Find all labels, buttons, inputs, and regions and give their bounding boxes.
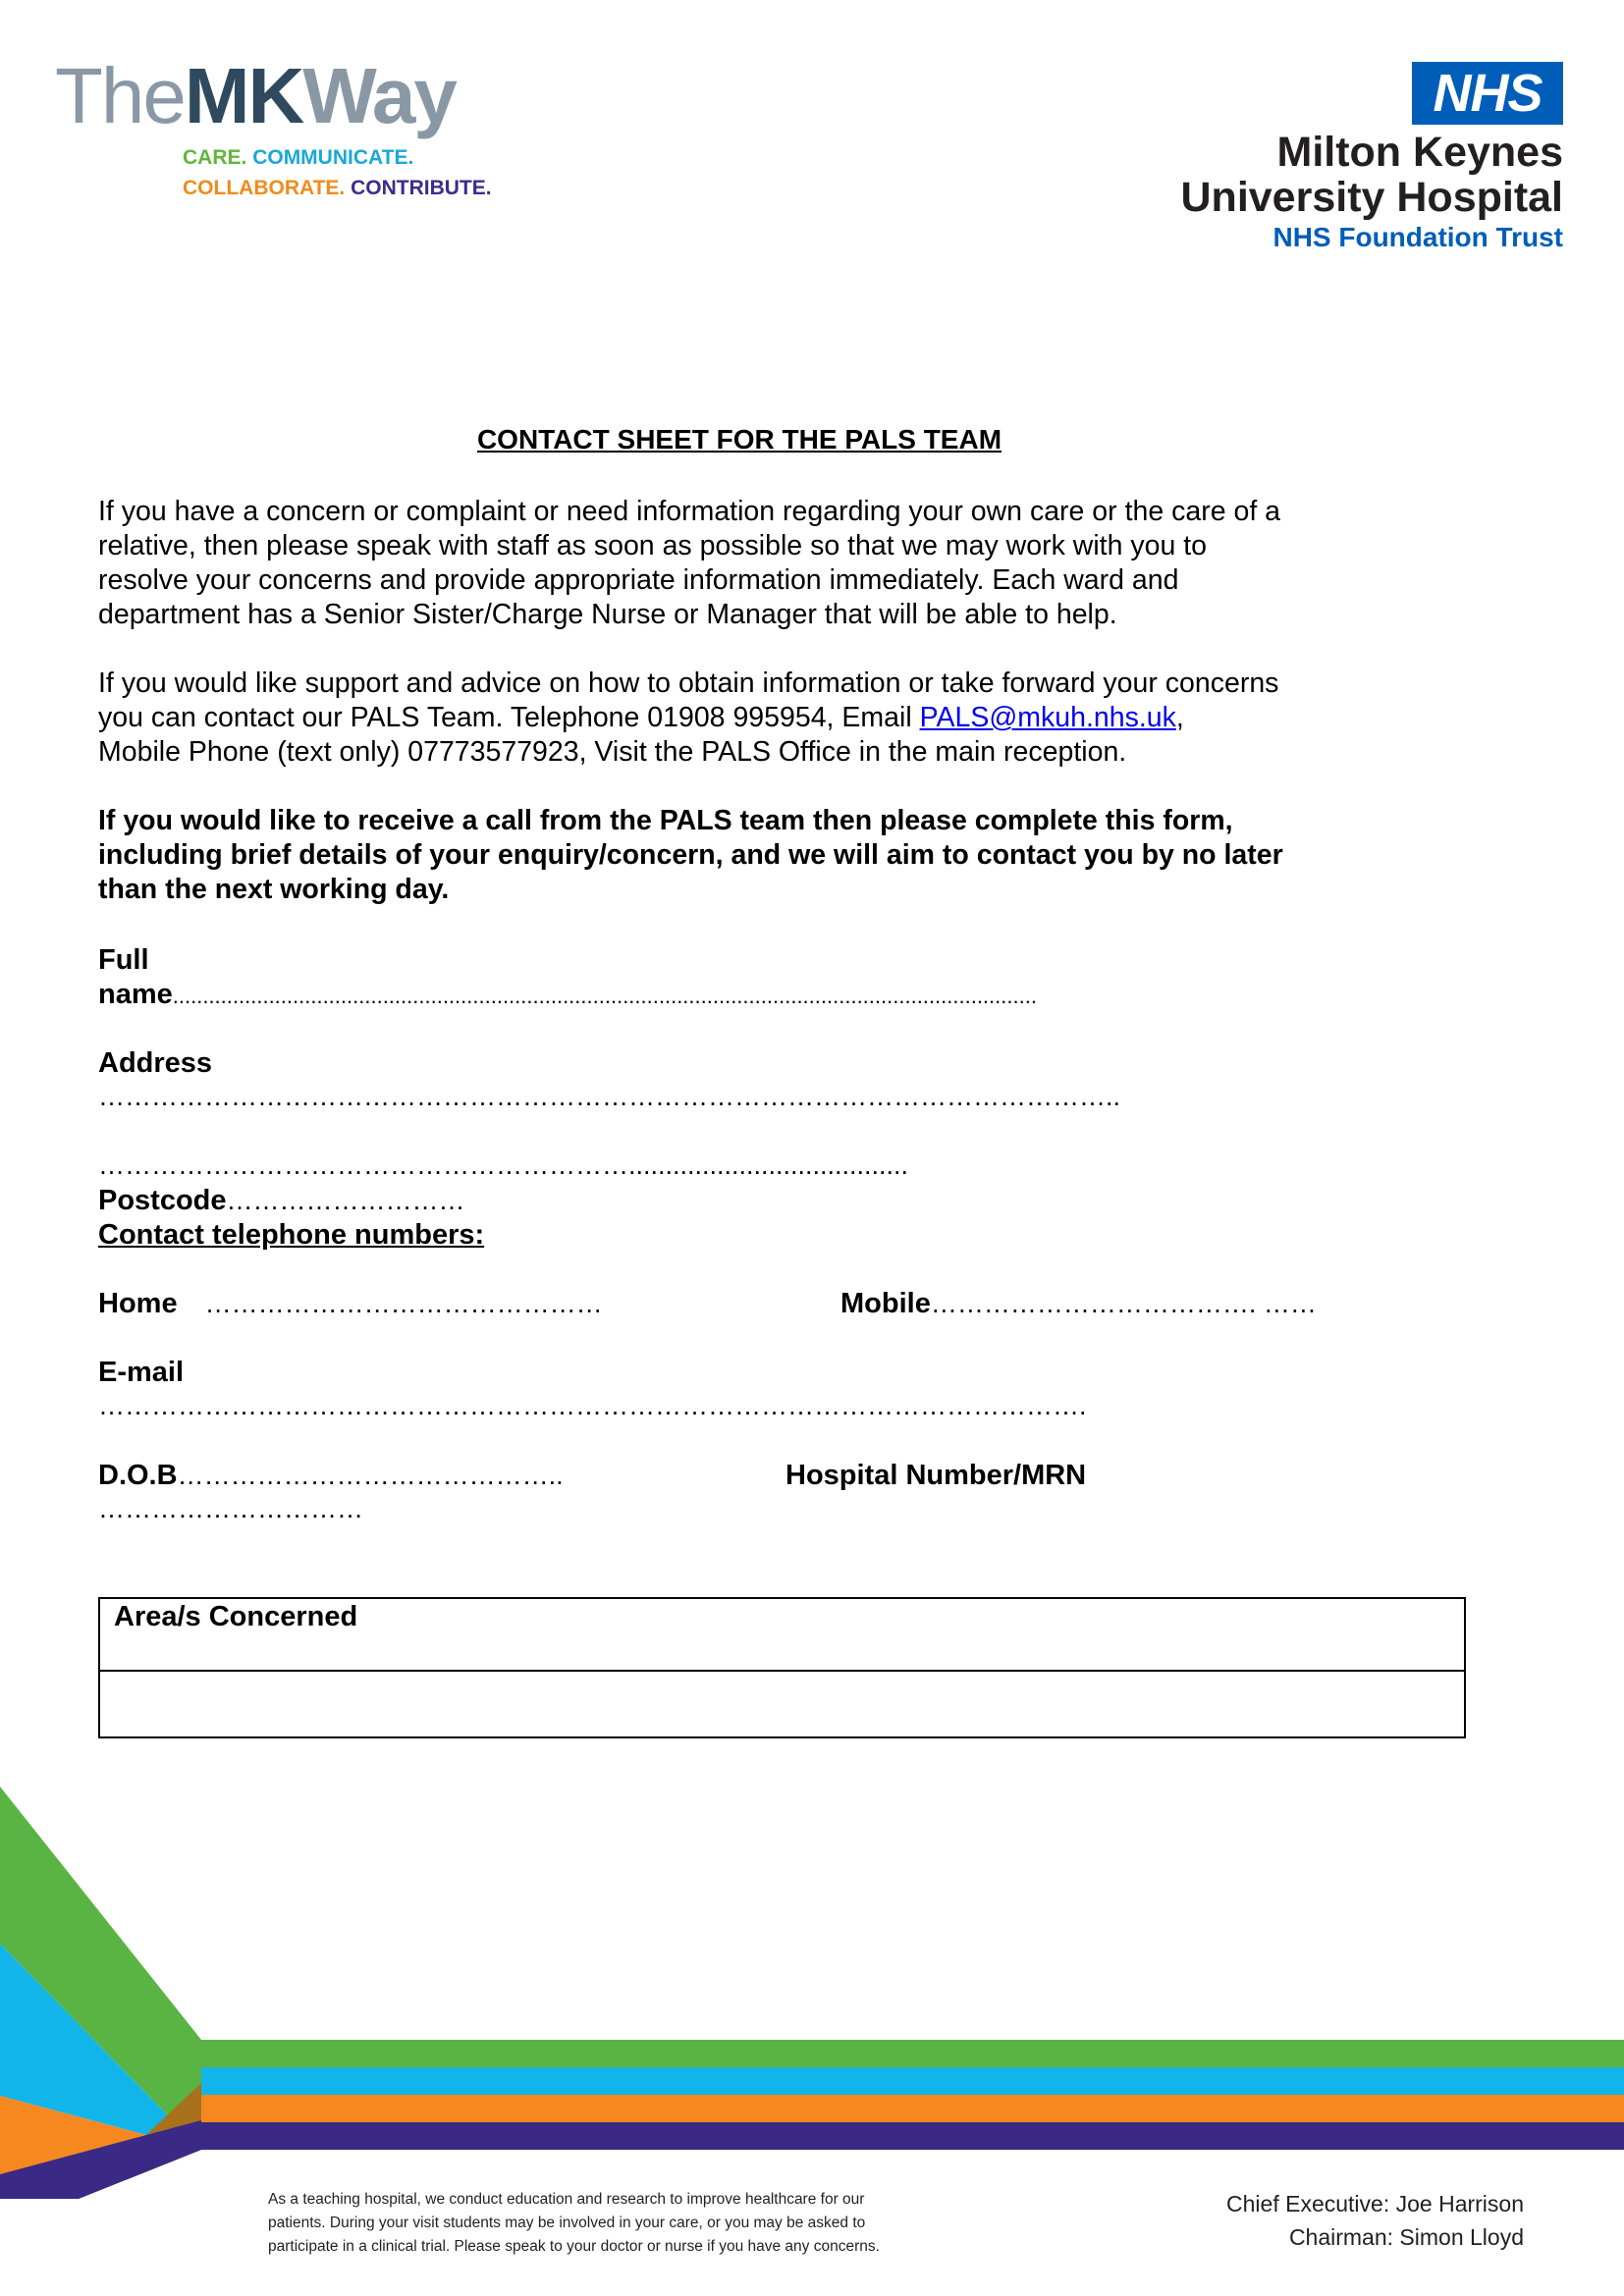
area-concerned-table xyxy=(98,1597,1466,1738)
support-paragraph xyxy=(98,667,1394,770)
full-name-dots: ................................................................................................................................................ xyxy=(172,984,1037,1008)
home-label: Home xyxy=(98,1288,178,1319)
notice-line: participate in a clinical trial. Please speak to your doctor or nurse if you have any concerns. xyxy=(268,2238,880,2255)
notice-line: patients. During your visit students may be involved in your care, or you may be asked to xyxy=(268,2215,866,2231)
intro-line: resolve your concerns and provide appropriate information immediately. Each ward and xyxy=(98,564,1179,596)
value-contribute: CONTRIBUTE. xyxy=(351,177,492,199)
full-name-label-2: name xyxy=(98,979,173,1010)
stripe-green xyxy=(201,2040,1624,2067)
mkway-logo-way: Way xyxy=(302,52,456,139)
intro-line: relative, then please speak with staff as soon as possible so that we may work with you to xyxy=(98,530,1207,561)
hospital-number-field[interactable]: ………………………… xyxy=(98,1494,363,1523)
area-concerned-label: Area/s Concerned xyxy=(114,1601,358,1632)
address-field-line1[interactable]: …………………………………………………………………………………………………….. xyxy=(98,1082,1121,1111)
support-line: If you would like support and advice on how to obtain information or take forward your concerns xyxy=(98,667,1279,699)
value-communicate: COMMUNICATE. xyxy=(252,146,414,169)
trust-name-line3: NHS Foundation Trust xyxy=(1272,222,1563,252)
decorative-stripes-graphic xyxy=(0,1787,1624,2199)
support-line: Mobile Phone (text only) 07773577923, Visit the PALS Office in the main reception. xyxy=(98,736,1127,768)
callback-paragraph xyxy=(98,804,1394,907)
chairman: Chairman: Simon Lloyd xyxy=(1288,2224,1524,2250)
callback-line: If you would like to receive a call from the PALS team then please complete this form, xyxy=(98,805,1233,836)
full-name-field[interactable] xyxy=(98,981,1037,1009)
pals-email-link[interactable]: PALS@mkuh.nhs.uk xyxy=(919,702,1176,733)
nhs-logo: NHS xyxy=(1412,62,1563,125)
value-collaborate: COLLABORATE. xyxy=(183,177,346,199)
stripe-orange xyxy=(201,2095,1624,2122)
full-name-label-1: Full xyxy=(98,944,149,976)
postcode-field[interactable] xyxy=(98,1187,465,1215)
support-text: you can contact our PALS Team. Telephone 01908 995954, Email xyxy=(98,702,920,733)
dob-field[interactable] xyxy=(98,1462,564,1490)
intro-line: If you have a concern or complaint or need information regarding your own care or the care of a xyxy=(98,496,1280,527)
support-line xyxy=(98,701,1394,735)
value-care: CARE. xyxy=(183,146,247,169)
trust-name-line1: Milton Keynes xyxy=(1276,129,1563,176)
contact-numbers-heading: Contact telephone numbers: xyxy=(98,1219,485,1251)
postcode-label: Postcode xyxy=(98,1185,227,1216)
form-title: CONTACT SHEET FOR THE PALS TEAM xyxy=(476,424,1002,454)
chief-executive: Chief Executive: Joe Harrison xyxy=(1226,2191,1524,2216)
mkway-logo-mk: MK xyxy=(184,52,303,139)
email-label: E-mail xyxy=(98,1357,185,1388)
mkway-logo xyxy=(55,52,456,139)
area-concerned-input[interactable] xyxy=(100,1672,1464,1736)
trust-name-line2: University Hospital xyxy=(1180,174,1563,221)
home-phone-field[interactable] xyxy=(98,1290,603,1318)
email-field[interactable]: …………………………………………………………………………………………………. xyxy=(98,1391,1087,1420)
intro-line: department has a Senior Sister/Charge Nurse or Manager that will be able to help. xyxy=(98,599,1117,630)
mobile-phone-field[interactable] xyxy=(840,1290,1317,1318)
area-concerned-header xyxy=(100,1599,1464,1672)
home-dots: ……………………………………… xyxy=(204,1289,603,1318)
callback-line: than the next working day. xyxy=(98,874,450,905)
dob-label: D.O.B xyxy=(98,1460,178,1491)
notice-line: As a teaching hospital, we conduct education and research to improve healthcare for our xyxy=(268,2191,865,2208)
mkway-values-line2 xyxy=(183,178,492,198)
dob-dots: …………………………………….. xyxy=(177,1461,564,1490)
hospital-number-label: Hospital Number/MRN xyxy=(785,1460,1087,1491)
support-comma: , xyxy=(1175,702,1184,733)
mobile-label: Mobile xyxy=(840,1288,931,1319)
mkway-values-line1 xyxy=(183,147,413,168)
callback-line: including brief details of your enquiry/concern, and we will aim to contact you by no later xyxy=(98,839,1283,871)
postcode-dots: ……………………… xyxy=(226,1186,465,1215)
address-label: Address xyxy=(98,1047,213,1079)
stripe-cyan xyxy=(201,2067,1624,2095)
teaching-hospital-notice xyxy=(268,2188,1014,2259)
mobile-dots: ………………………………. …… xyxy=(930,1289,1317,1318)
intro-paragraph xyxy=(98,495,1394,632)
address-field-line2[interactable]: ……………………………………………………...................................... xyxy=(98,1150,909,1180)
stripe-purple xyxy=(201,2122,1624,2150)
mkway-logo-the: The xyxy=(55,52,185,139)
